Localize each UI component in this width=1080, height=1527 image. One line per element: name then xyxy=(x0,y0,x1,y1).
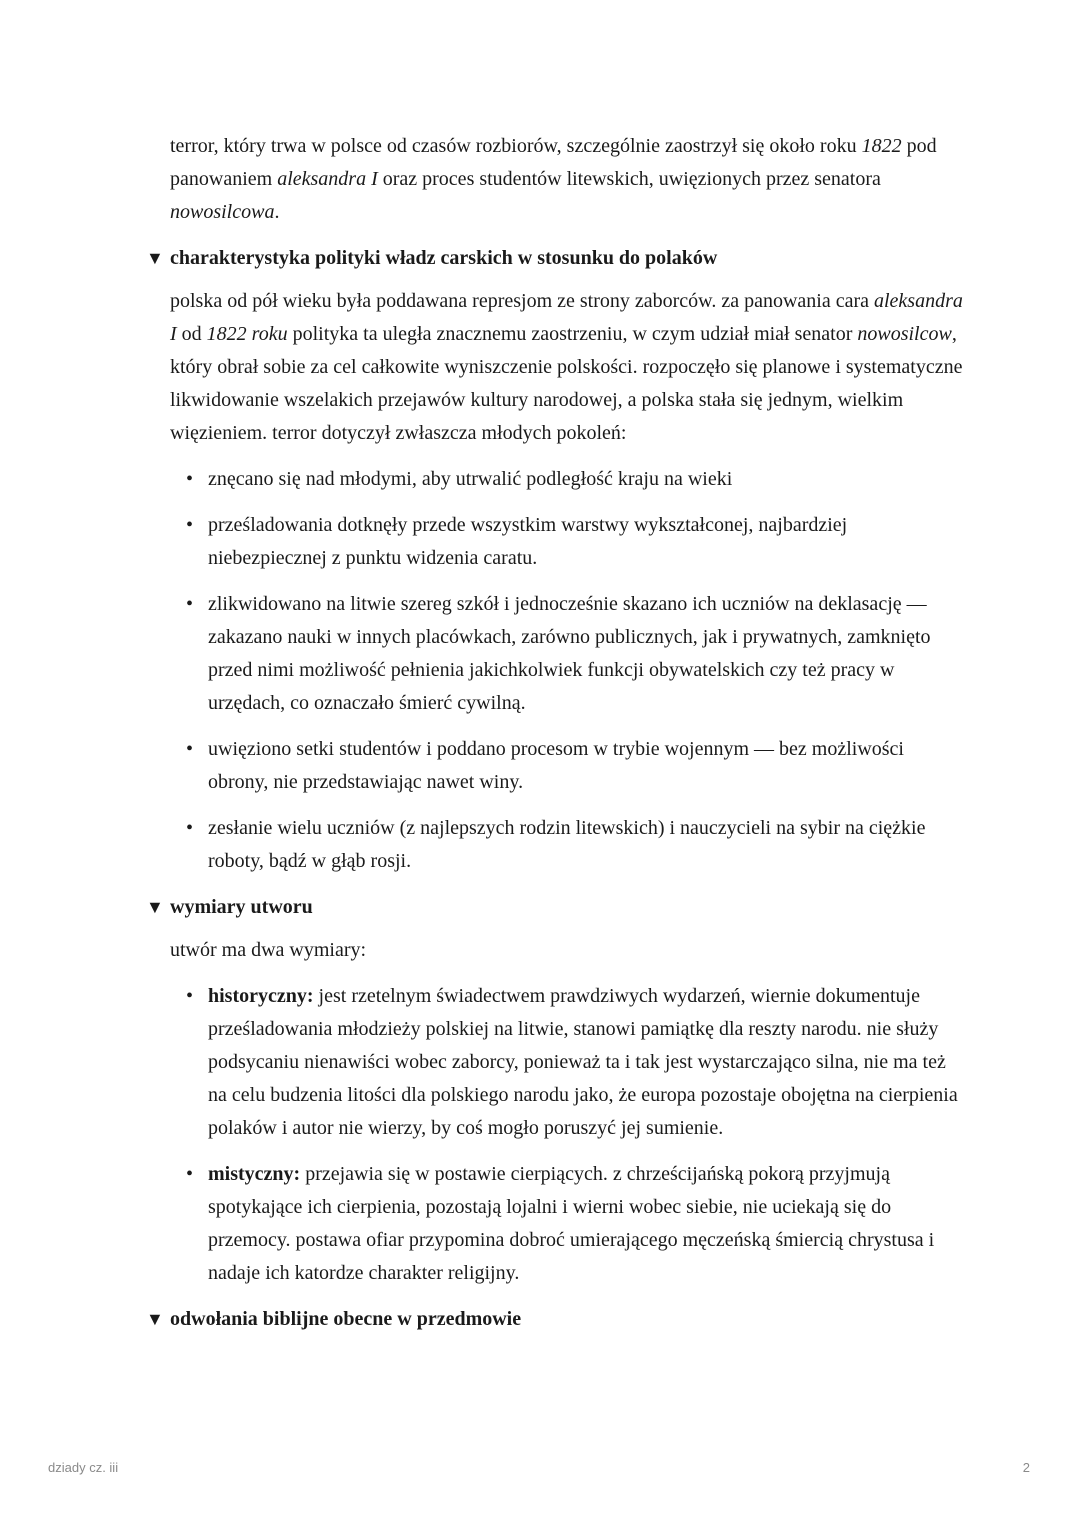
toggle-triangle-icon[interactable]: ▼ xyxy=(146,897,164,917)
section-heading-politics: charakterystyka polityki władz carskich w stosunku do polaków xyxy=(170,247,718,269)
toggle-section-biblical[interactable] xyxy=(146,1303,966,1336)
section-heading-dimensions: wymiary utworu xyxy=(170,896,313,918)
politics-text-2: od xyxy=(176,323,207,345)
politics-text-1: polska od pół wieku była poddawana represjom ze strony zaborców. za panowania cara xyxy=(170,290,874,312)
list-item xyxy=(146,733,966,799)
bullet-icon: • xyxy=(186,985,194,1007)
intro-tsar-name: aleksandra I xyxy=(277,168,378,190)
intro-text-3: oraz proces studentów litewskich, uwięzionych przez senatora xyxy=(377,168,881,190)
bullet-icon: • xyxy=(186,1163,194,1185)
intro-text-2: pod panowaniem xyxy=(170,135,937,190)
toggle-section-politics[interactable] xyxy=(146,242,966,275)
toggle-triangle-icon[interactable]: ▼ xyxy=(146,248,164,268)
document-content xyxy=(146,130,966,1346)
intro-senator-name: nowosilcowa xyxy=(170,201,275,223)
list-item xyxy=(146,980,966,1145)
bullet-icon: • xyxy=(186,593,194,615)
dimension-text: przejawia się w postawie cierpiących. z chrześcijańską pokorą przyjmują spotykające ich cierpienia, pozostają lojalni i wierni wobec siebie, nie uciekają się do przemocy. postawa ofiar przypomina dobroć umierającego męczeńską śmiercią chrystusa i nadaje ich katordze charakter religijny. xyxy=(208,1163,935,1284)
politics-senator-name: nowosilcow xyxy=(857,323,952,345)
intro-text-4: . xyxy=(274,201,280,223)
list-item-text: zesłanie wielu uczniów (z najlepszych rodzin litewskich) i nauczycieli na sybir na ciężkie roboty, bądź w głąb rosji. xyxy=(208,817,926,872)
dimension-term: mistyczny: xyxy=(208,1163,301,1185)
politics-text-3: polityka ta uległa znacznemu zaostrzeniu, w czym udział miał senator xyxy=(287,323,858,345)
dimension-text: jest rzetelnym świadectwem prawdziwych wydarzeń, wiernie dokumentuje prześladowania młodzieży polskiej na litwie, stanowi pamiątkę dla reszty narodu. nie służy podsycaniu nienawiści wobec zaborcy, ponieważ ta i tak jest wystarczająco silna, nie ma też na celu budzenia litości dla polskiego narodu jako, że europa pozostaje obojętna na cierpienia polaków i autor nie wierzy, by coś mogło poruszyć jej sumienie. xyxy=(208,985,958,1139)
repression-list xyxy=(146,463,966,878)
toggle-triangle-icon[interactable]: ▼ xyxy=(146,1309,164,1329)
section-heading-biblical: odwołania biblijne obecne w przedmowie xyxy=(170,1308,522,1330)
list-item-text: znęcano się nad młodymi, aby utrwalić podległość kraju na wieki xyxy=(208,468,733,490)
toggle-section-dimensions[interactable] xyxy=(146,891,966,924)
politics-year: 1822 roku xyxy=(206,323,288,345)
bullet-icon: • xyxy=(186,738,194,760)
list-item xyxy=(146,1158,966,1290)
footer-page-number: 2 xyxy=(1022,1460,1030,1475)
list-item xyxy=(146,812,966,878)
bullet-icon: • xyxy=(186,514,194,536)
politics-paragraph xyxy=(170,285,966,450)
politics-text-4: , który obrał sobie za cel całkowite wyniszczenie polskości. rozpoczęło się planowe i systematyczne likwidowanie wszelakich przejawów kultury narodowej, a polska stała się jednym, wielkim więzieniem. terror dotyczył zwłaszcza młodych pokoleń: xyxy=(170,323,963,444)
dimensions-list xyxy=(146,980,966,1290)
politics-tsar-name: aleksandra I xyxy=(170,290,963,345)
dimensions-intro: utwór ma dwa wymiary: xyxy=(170,939,367,961)
dimension-term: historyczny: xyxy=(208,985,314,1007)
list-item-text: prześladowania dotknęły przede wszystkim warstwy wykształconej, najbardziej niebezpiecznej z punktu widzenia caratu. xyxy=(208,514,848,569)
list-item xyxy=(146,509,966,575)
intro-text-1: terror, który trwa w polsce od czasów rozbiorów, szczególnie zaostrzył się około roku xyxy=(170,135,862,157)
list-item xyxy=(146,588,966,720)
list-item-text: uwięziono setki studentów i poddano procesom w trybie wojennym — bez możliwości obrony, nie przedstawiając nawet winy. xyxy=(208,738,904,793)
list-item-text: zlikwidowano na litwie szereg szkół i jednocześnie skazano ich uczniów na deklasację — zakazano nauki w innych placówkach, zarówno publicznych, jak i prywatnych, zamknięto przed nimi możliwość pełnienia jakichkolwiek funkcji obywatelskich czy też pracy w urzędach, co oznaczało śmierć cywilną. xyxy=(208,593,931,714)
bullet-icon: • xyxy=(186,817,194,839)
bullet-icon: • xyxy=(186,468,194,490)
intro-paragraph xyxy=(170,130,966,229)
list-item xyxy=(146,463,966,496)
intro-year: 1822 xyxy=(861,135,902,157)
footer-document-title: dziady cz. iii xyxy=(48,1460,119,1475)
